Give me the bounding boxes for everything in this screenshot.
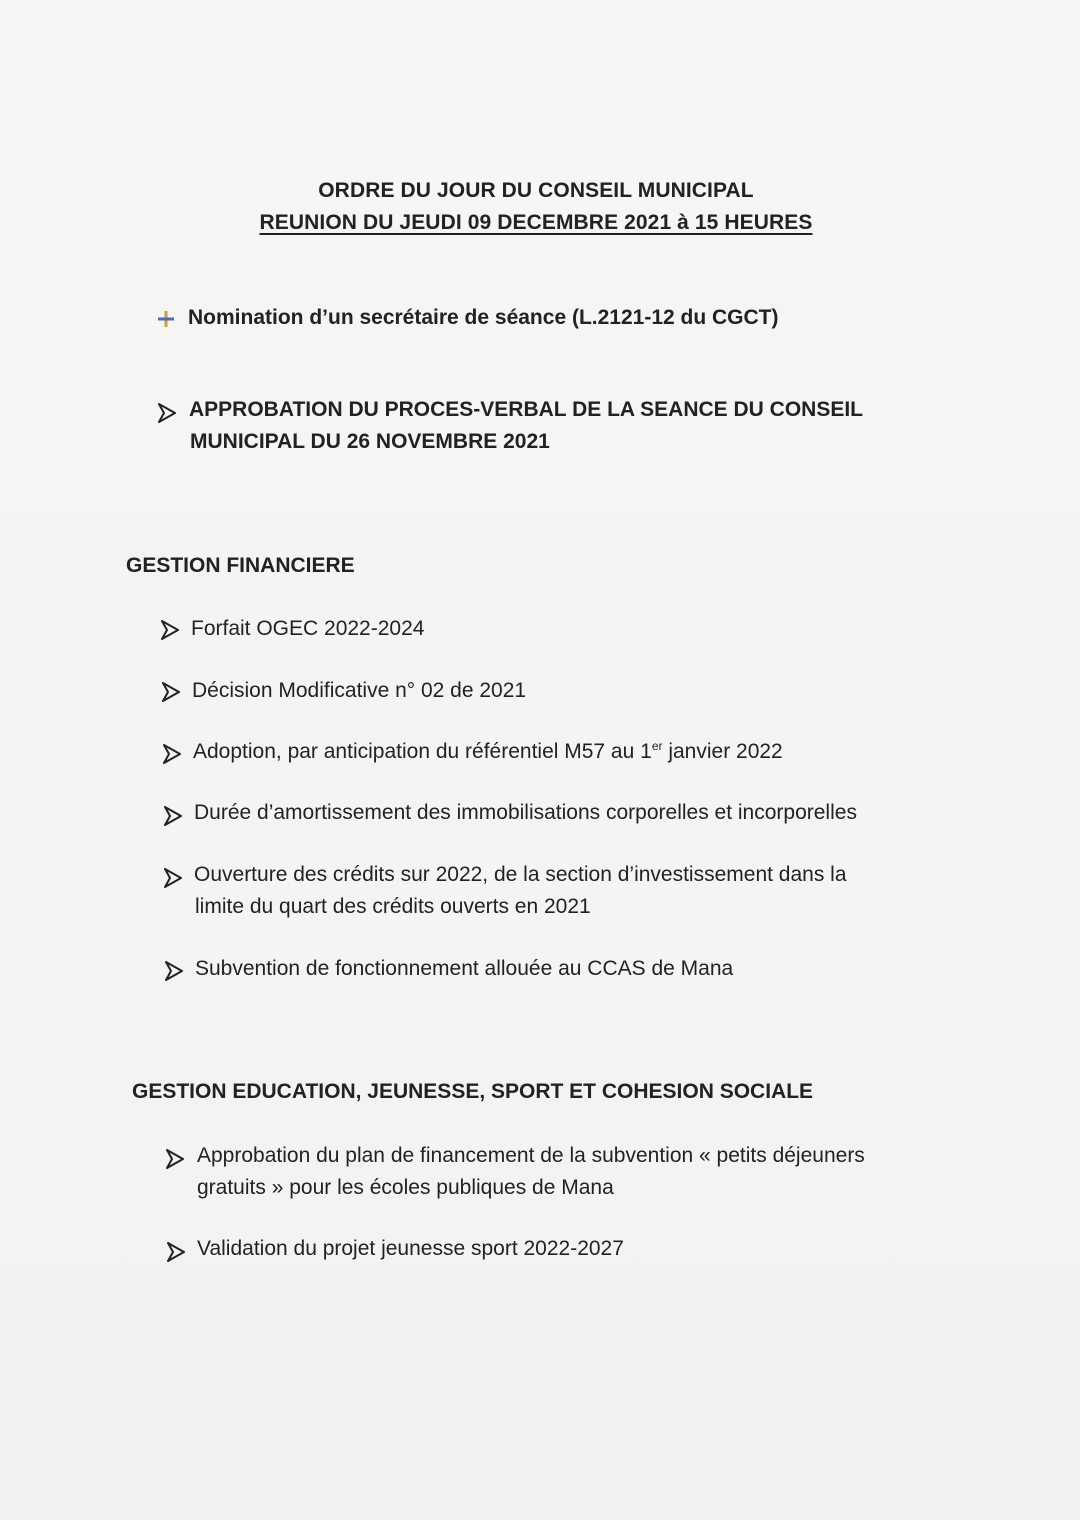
arrow-bullet-icon	[164, 868, 182, 888]
finance-item-m57	[193, 736, 783, 767]
section-heading-finance: GESTION FINANCIERE	[126, 554, 355, 577]
m57-text-pre: Adoption, par anticipation du référentiel M57 au 1	[193, 740, 652, 763]
arrow-bullet-icon	[166, 1149, 184, 1169]
arrow-bullet-icon	[165, 961, 183, 981]
section-heading-education: GESTION EDUCATION, JEUNESSE, SPORT ET COHESION SOCIALE	[132, 1080, 814, 1103]
agenda-item-approval-line1: APPROBATION DU PROCES-VERBAL DE LA SEANCE DU CONSEIL	[189, 398, 863, 421]
arrow-bullet-icon	[164, 806, 182, 826]
finance-item-ogec: Forfait OGEC 2022-2024	[191, 617, 425, 640]
agenda-title: ORDRE DU JOUR DU CONSEIL MUNICIPAL	[318, 179, 754, 202]
finance-item-credits-line2: limite du quart des crédits ouverts en 2021	[195, 895, 591, 918]
education-item-breakfast-line1: Approbation du plan de financement de la subvention « petits déjeuners	[197, 1144, 865, 1167]
arrow-bullet-icon	[163, 744, 181, 764]
plus-bullet-icon	[157, 309, 175, 329]
finance-item-ccas: Subvention de fonctionnement allouée au CCAS de Mana	[195, 957, 734, 980]
arrow-bullet-icon	[158, 403, 176, 423]
finance-item-credits-line1: Ouverture des crédits sur 2022, de la section d’investissement dans la	[194, 863, 847, 886]
arrow-bullet-icon	[167, 1242, 185, 1262]
arrow-bullet-icon	[161, 620, 179, 640]
m57-text-sup: er	[651, 739, 663, 753]
arrow-bullet-icon	[162, 682, 180, 702]
education-item-youth-project: Validation du projet jeunesse sport 2022-2027	[197, 1237, 624, 1260]
agenda-item-approval-line2: MUNICIPAL DU 26 NOVEMBRE 2021	[190, 430, 550, 453]
education-item-breakfast-line2: gratuits » pour les écoles publiques de Mana	[197, 1176, 614, 1199]
finance-item-amortization: Durée d’amortissement des immobilisations corporelles et incorporelles	[194, 801, 857, 824]
agenda-item-secretary: Nomination d’un secrétaire de séance (L.2121-12 du CGCT)	[188, 306, 779, 329]
meeting-date-subtitle: REUNION DU JEUDI 09 DECEMBRE 2021 à 15 HEURES	[259, 211, 813, 234]
m57-text-post: janvier 2022	[662, 740, 783, 763]
finance-item-decision: Décision Modificative n° 02 de 2021	[192, 679, 527, 702]
